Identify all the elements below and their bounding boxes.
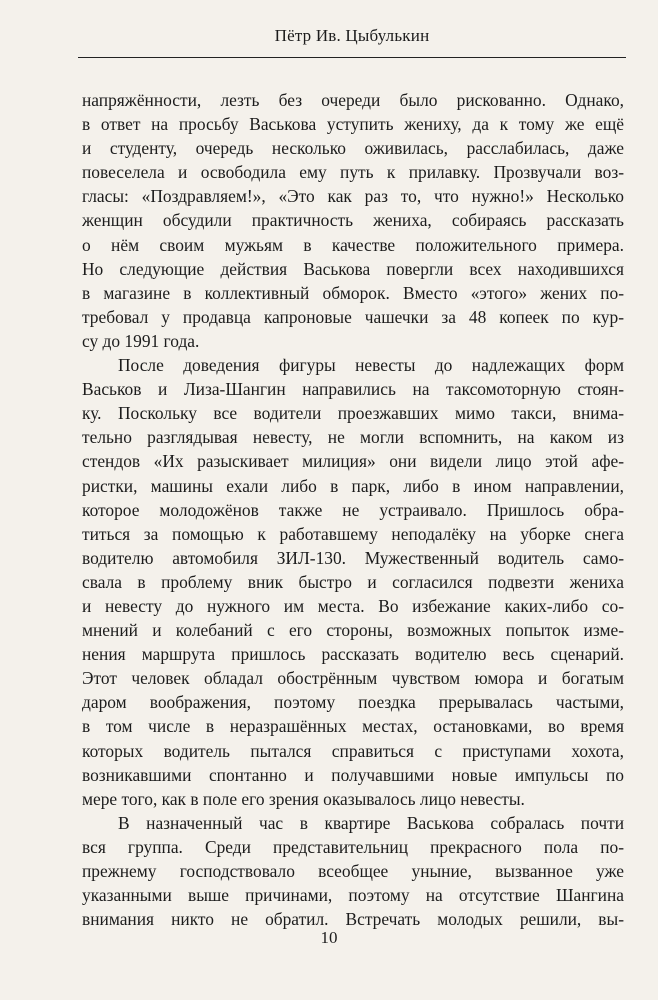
text-line: титься за помощью к работавшему неподалёку на уборке снега	[82, 523, 624, 544]
text-line: ку. Поскольку все водители проезжавших мимо такси, внима-	[82, 403, 624, 424]
text-line: свала в проблему вник быстро и согласился подвезти жениха	[82, 571, 624, 592]
text-line: и невесту до нужного им места. Во избежание каких-либо со-	[82, 595, 624, 616]
text-line: которых водитель пытался справиться с приступами хохота,	[82, 740, 624, 761]
text-line: мере того, как в поле его зрения оказывалось лицо невесты.	[82, 788, 525, 809]
header-rule	[78, 57, 626, 58]
text-line: После доведения фигуры невесты до надлежащих форм	[118, 355, 624, 376]
text-line: Но следующие действия Васькова повергли всех находившихся	[82, 258, 624, 279]
text-line: указанными выше причинами, поэтому на отсутствие Шангина	[82, 885, 624, 906]
text-line: повеселела и освободила ему путь к прилавку. Прозвучали воз-	[82, 162, 624, 183]
body-text	[82, 88, 624, 931]
text-line: вся группа. Среди представительниц прекрасного пола по-	[82, 836, 624, 857]
text-line: водителю автомобиля ЗИЛ-130. Мужественный водитель само-	[82, 547, 624, 568]
text-line: в том числе в неразрашённых местах, остановками, во время	[82, 716, 624, 737]
text-line: су до 1991 года.	[82, 330, 200, 351]
text-line: и студенту, очередь несколько оживилась, расслабилась, даже	[82, 138, 624, 159]
text-line: прежнему господствовало всеобщее уныние, вызванное уже	[82, 861, 624, 881]
text-line: в ответ на просьбу Васькова уступить жениху, да к тому же ещё	[82, 114, 624, 135]
text-line: Этот человек обладал обострённым чувством юмора и богатым	[82, 668, 624, 689]
text-line: женщин обсудили практичность жениха, собираясь рассказать	[82, 210, 624, 231]
text-line: требовал у продавца капроновые чашечки за 48 копеек по кур-	[82, 306, 624, 327]
paragraph-3	[82, 811, 624, 931]
running-head-title: Пётр Ив. Цыбулькин	[274, 26, 430, 45]
paragraph-1	[82, 88, 624, 353]
text-line: стендов «Их разыскивает милиция» они видели лицо этой афе-	[82, 451, 624, 472]
text-line: гласы: «Поздравляем!», «Это как раз то, что нужно!» Несколько	[82, 186, 624, 207]
text-line: возникавшими спонтанно и получавшими новые импульсы по	[82, 764, 624, 785]
text-line: о нём своим мужьям в качестве положительного примера.	[82, 234, 624, 255]
text-line: ристки, машины ехали либо в парк, либо в ином направлении,	[82, 475, 624, 496]
text-line: Васьков и Лиза-Шангин направились на таксомоторную стоян-	[82, 379, 624, 400]
paragraph-2	[82, 353, 624, 811]
text-line: внимания никто не обратил. Встречать молодых решили, вы-	[82, 909, 624, 930]
text-line: тельно разглядывая невесту, не могли вспомнить, на каком из	[82, 427, 624, 448]
text-line: В назначенный час в квартире Васькова собралась почти	[118, 812, 624, 833]
text-line: даром воображения, поэтому поездка прерывалась частыми,	[82, 692, 624, 713]
text-line: напряжённости, лезть без очереди было рискованно. Однако,	[82, 90, 624, 110]
text-line: в магазине в коллективный обморок. Вместо «этого» жених по-	[82, 282, 624, 303]
text-line: мнений и колебаний с его стороны, возможных попыток изме-	[82, 620, 624, 641]
text-line: нения маршрута пришлось рассказать водителю весь сценарий.	[82, 644, 624, 665]
page-number: 10	[320, 928, 338, 947]
text-line: которое молодожёнов также не устраивало. Пришлось обра-	[82, 499, 624, 520]
